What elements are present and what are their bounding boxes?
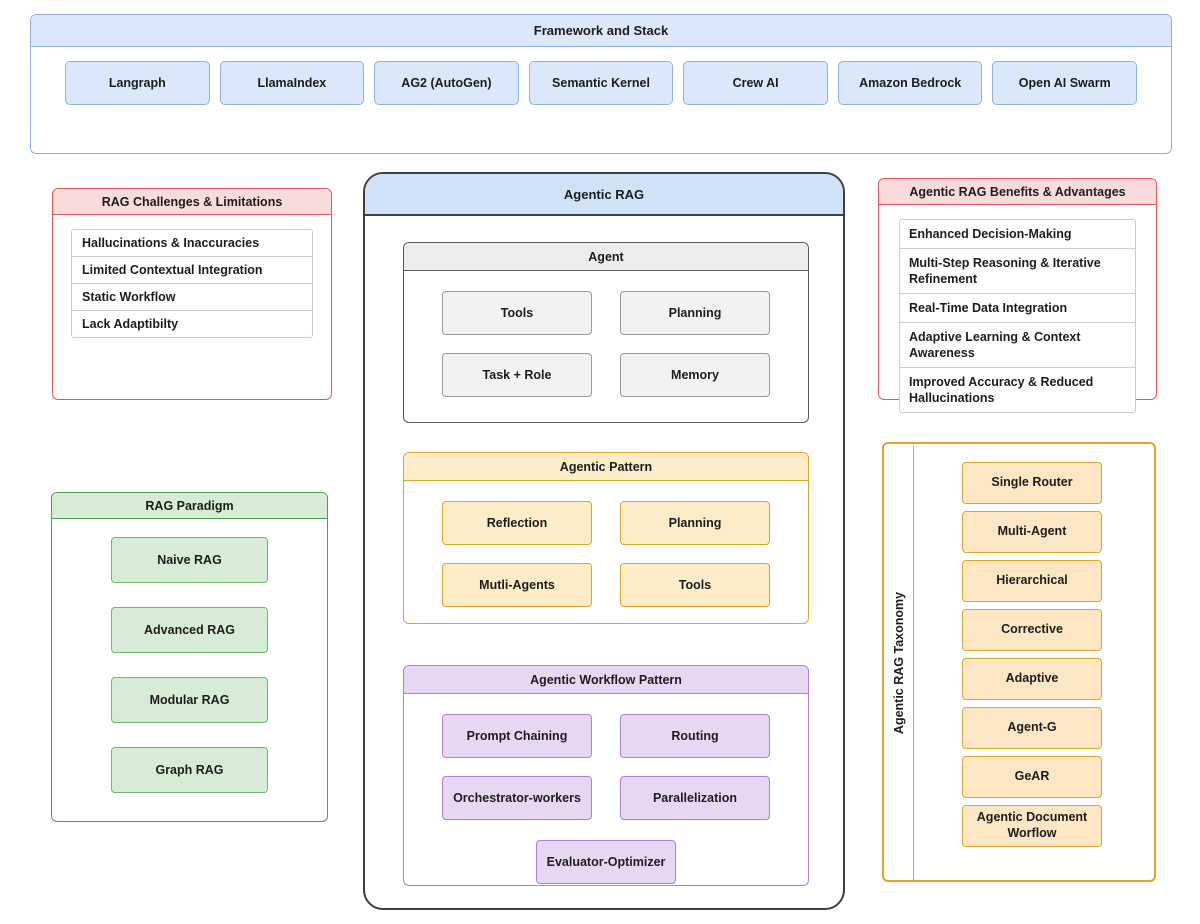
workflow-cell-parallelization[interactable]: Parallelization (620, 776, 770, 820)
agentic-rag-panel (363, 172, 845, 910)
list-item: Lack Adaptibilty (72, 311, 312, 337)
agent-subpanel (403, 242, 809, 423)
framework-chip-amazon-bedrock[interactable]: Amazon Bedrock (838, 61, 983, 105)
agentic-rag-benefits-list (899, 219, 1136, 413)
paradigm-chip-graph-rag[interactable]: Graph RAG (111, 747, 268, 793)
paradigm-chip-naive-rag[interactable]: Naive RAG (111, 537, 268, 583)
rag-paradigm-panel (51, 492, 328, 822)
taxonomy-chip-hierarchical[interactable]: Hierarchical (962, 560, 1102, 602)
list-item: Real-Time Data Integration (900, 294, 1135, 323)
workflow-cell-evaluator-optimizer[interactable]: Evaluator-Optimizer (536, 840, 676, 884)
rag-challenges-panel (52, 188, 332, 400)
agentic-rag-title: Agentic RAG (365, 174, 843, 216)
paradigm-chip-modular-rag[interactable]: Modular RAG (111, 677, 268, 723)
agentic-rag-benefits-title: Agentic RAG Benefits & Advantages (879, 179, 1156, 205)
framework-chip-ag2[interactable]: AG2 (AutoGen) (374, 61, 519, 105)
rag-challenges-title: RAG Challenges & Limitations (53, 189, 331, 215)
rag-paradigm-title: RAG Paradigm (52, 493, 327, 519)
agentic-rag-benefits-panel (878, 178, 1157, 405)
pattern-cell-reflection[interactable]: Reflection (442, 501, 592, 545)
list-item: Improved Accuracy & Reduced Hallucinations (900, 368, 1135, 412)
framework-panel-title: Framework and Stack (31, 15, 1171, 47)
workflow-last-row (404, 840, 808, 902)
taxonomy-chip-adaptive[interactable]: Adaptive (962, 658, 1102, 700)
agentic-pattern-grid (404, 481, 808, 627)
framework-chip-langraph[interactable]: Langraph (65, 61, 210, 105)
pattern-cell-multi-agents[interactable]: Mutli-Agents (442, 563, 592, 607)
taxonomy-label-text: Agentic RAG Taxonomy (892, 591, 907, 735)
workflow-cell-routing[interactable]: Routing (620, 714, 770, 758)
framework-and-stack-panel (30, 14, 1172, 154)
framework-chip-row (31, 47, 1171, 105)
list-item: Enhanced Decision-Making (900, 220, 1135, 249)
list-item: Limited Contextual Integration (72, 257, 312, 284)
agentic-pattern-title: Agentic Pattern (404, 453, 808, 481)
agentic-rag-taxonomy-panel (882, 442, 1156, 882)
list-item: Multi-Step Reasoning & Iterative Refinement (900, 249, 1135, 294)
list-item: Adaptive Learning & Context Awareness (900, 323, 1135, 368)
agentic-workflow-grid (404, 694, 808, 840)
framework-chip-crew-ai[interactable]: Crew AI (683, 61, 828, 105)
pattern-cell-tools[interactable]: Tools (620, 563, 770, 607)
taxonomy-chip-agentic-document-workflow[interactable]: Agentic Document Worflow (962, 805, 1102, 847)
framework-chip-open-ai-swarm[interactable]: Open AI Swarm (992, 61, 1137, 105)
framework-chip-semantic-kernel[interactable]: Semantic Kernel (529, 61, 674, 105)
framework-chip-llamaindex[interactable]: LlamaIndex (220, 61, 365, 105)
taxonomy-chip-single-router[interactable]: Single Router (962, 462, 1102, 504)
pattern-cell-planning[interactable]: Planning (620, 501, 770, 545)
agentic-rag-taxonomy-label (886, 446, 914, 880)
list-item: Hallucinations & Inaccuracies (72, 230, 312, 257)
rag-challenges-list (71, 229, 313, 338)
agent-cell-memory[interactable]: Memory (620, 353, 770, 397)
taxonomy-chip-corrective[interactable]: Corrective (962, 609, 1102, 651)
taxonomy-chip-multi-agent[interactable]: Multi-Agent (962, 511, 1102, 553)
taxonomy-chip-gear[interactable]: GeAR (962, 756, 1102, 798)
agentic-rag-taxonomy-list (962, 462, 1102, 847)
agentic-pattern-subpanel (403, 452, 809, 624)
agent-cell-planning[interactable]: Planning (620, 291, 770, 335)
agentic-workflow-pattern-subpanel (403, 665, 809, 886)
rag-paradigm-list (52, 519, 327, 793)
agent-cell-tools[interactable]: Tools (442, 291, 592, 335)
agentic-workflow-pattern-title: Agentic Workflow Pattern (404, 666, 808, 694)
agent-grid (404, 271, 808, 417)
list-item: Static Workflow (72, 284, 312, 311)
paradigm-chip-advanced-rag[interactable]: Advanced RAG (111, 607, 268, 653)
agent-subpanel-title: Agent (404, 243, 808, 271)
workflow-cell-prompt-chaining[interactable]: Prompt Chaining (442, 714, 592, 758)
workflow-cell-orchestrator-workers[interactable]: Orchestrator-workers (442, 776, 592, 820)
taxonomy-chip-agent-g[interactable]: Agent-G (962, 707, 1102, 749)
agent-cell-task-role[interactable]: Task + Role (442, 353, 592, 397)
